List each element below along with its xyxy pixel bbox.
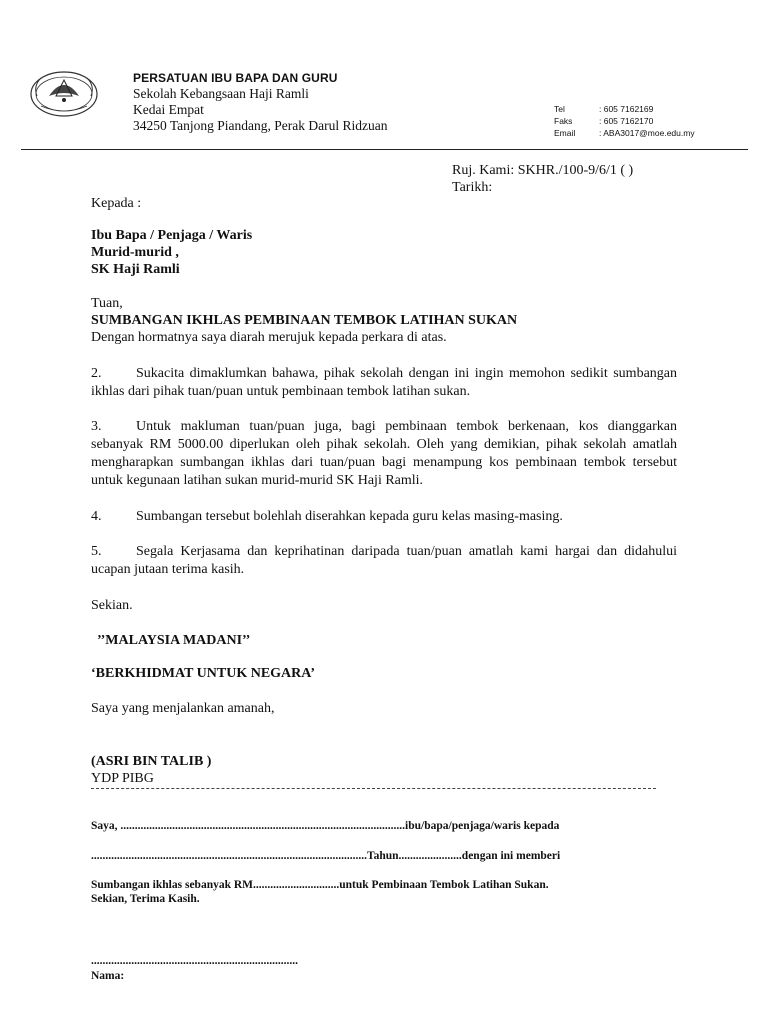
slogan-berkhidmat: ‘BERKHIDMAT UNTUK NEGARA’ <box>91 666 316 681</box>
contact-value: : ABA3017@moe.edu.my <box>599 128 695 138</box>
paragraph-3 <box>91 418 677 490</box>
closing: Sekian. <box>91 598 133 613</box>
paragraph-text: Sumbangan tersebut bolehlah diserahkan kepada guru kelas masing-masing. <box>136 509 563 524</box>
reference-number: Ruj. Kami: SKHR./100-9/6/1 ( ) <box>452 163 634 178</box>
contact-value: : 605 7162169 <box>599 104 654 114</box>
signatory-name: (ASRI BIN TALIB ) <box>91 754 212 769</box>
paragraph-number: 2. <box>91 366 102 381</box>
contact-value: : 605 7162170 <box>599 116 654 126</box>
school-crest-icon <box>29 66 99 120</box>
paragraph-4 <box>91 508 677 526</box>
date-label: Tarikh: <box>452 180 493 195</box>
slip-line-3: Sumbangan ikhlas sebanyak RM..............................untuk Pembinaan Tembok Latihan Sukan. <box>91 879 549 891</box>
recipient-line-3: SK Haji Ramli <box>91 262 180 277</box>
recipient-label: Kepada : <box>91 196 142 211</box>
school-name: Sekolah Kebangsaan Haji Ramli <box>133 86 309 101</box>
contact-label: Tel <box>554 104 565 114</box>
paragraph-2 <box>91 365 677 401</box>
slip-line-2: ................................................................................................Tahun......................dengan ini memberi <box>91 850 561 862</box>
cut-line <box>91 788 656 789</box>
amanah-line: Saya yang menjalankan amanah, <box>91 701 275 716</box>
contact-label: Email <box>554 128 576 138</box>
signature-line: ........................................................................ <box>91 955 298 967</box>
slogan-malaysia-madani: ’’MALAYSIA MADANI’’ <box>97 633 251 648</box>
intro-line: Dengan hormatnya saya diarah merujuk kepada perkara di atas. <box>91 330 447 345</box>
subject-line: SUMBANGAN IKHLAS PEMBINAAN TEMBOK LATIHAN SUKAN <box>91 313 518 328</box>
contact-fax <box>554 116 724 127</box>
paragraph-text: Segala Kerjasama dan keprihatinan daripada tuan/puan amatlah kami hargai dan didahului ucapan jutaan terima kasih. <box>91 544 677 577</box>
slip-line-1: Saya, ...................................................................................................ibu/bapa/penjaga/waris kepada <box>91 820 560 832</box>
address-line-1: Kedai Empat <box>133 102 204 117</box>
contact-email <box>554 128 724 139</box>
address-line-2: 34250 Tanjong Piandang, Perak Darul Ridzuan <box>133 118 388 133</box>
signatory-title: YDP PIBG <box>91 771 154 786</box>
slip-line-4: Sekian, Terima Kasih. <box>91 893 200 905</box>
paragraph-5 <box>91 543 677 579</box>
paragraph-number: 3. <box>91 419 102 434</box>
paragraph-number: 4. <box>91 509 102 524</box>
recipient-line-1: Ibu Bapa / Penjaga / Waris <box>91 228 253 243</box>
header-divider <box>21 149 748 150</box>
name-label: Nama: <box>91 970 125 982</box>
org-name: PERSATUAN IBU BAPA DAN GURU <box>133 71 338 85</box>
recipient-line-2: Murid-murid , <box>91 245 179 260</box>
contact-label: Faks <box>554 116 573 126</box>
salutation: Tuan, <box>91 296 123 311</box>
paragraph-text: Untuk makluman tuan/puan juga, bagi pembinaan tembok berkenaan, kos dianggarkan sebanyak RM 5000.00 diperlukan oleh pihak sekolah. Oleh yang demikian, pihak sekolah amatlah mengharapkan sumbangan ikhlas dari tuan/puan bagi menampung kos pembinaan tembok tersebut untuk kegunaan latihan sukan murid-murid SK Haji Ramli. <box>91 419 677 488</box>
contact-tel <box>554 104 724 115</box>
paragraph-number: 5. <box>91 544 102 559</box>
paragraph-text: Sukacita dimaklumkan bahawa, pihak sekolah dengan ini ingin memohon sedikit sumbangan ikhlas dari pihak tuan/puan untuk pembinaan tembok latihan sukan. <box>91 366 677 399</box>
